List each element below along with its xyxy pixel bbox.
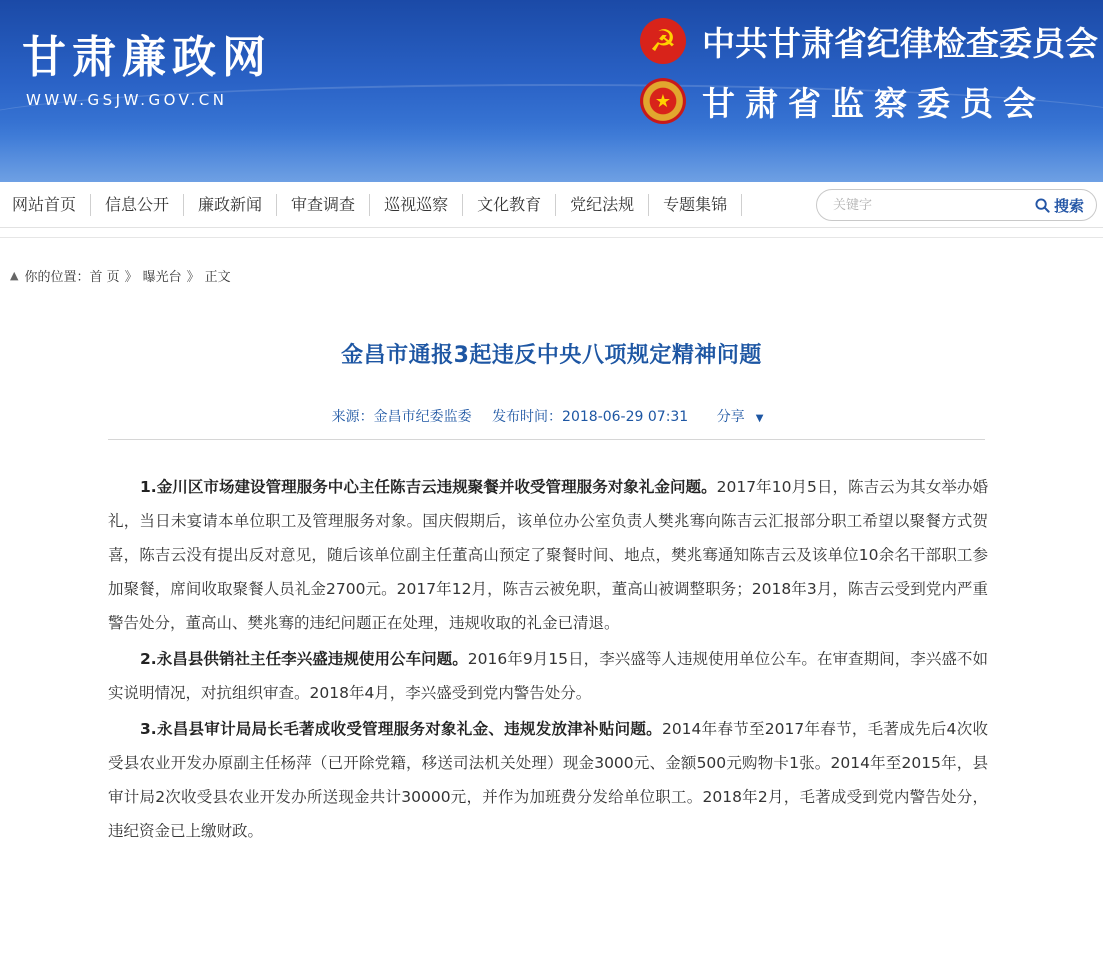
breadcrumb-separator: 》 <box>186 270 200 285</box>
breadcrumb-current: 正文 <box>204 270 231 285</box>
breadcrumb-home-link[interactable]: 首 页 <box>89 270 120 285</box>
breadcrumb <box>10 266 231 285</box>
main-nav <box>0 182 1103 228</box>
share-label: 分享 <box>716 409 745 425</box>
org-row-supervision-commission <box>640 76 1046 126</box>
title-divider <box>108 439 985 440</box>
hammer-sickle-icon: ☭ <box>640 18 686 64</box>
article-source: 来源：金昌市纪委监委 <box>331 409 472 425</box>
nav-item-inspection[interactable]: 巡视巡察 <box>370 194 463 216</box>
article-paragraph <box>108 712 988 848</box>
article-paragraph <box>108 470 988 640</box>
breadcrumb-prefix: 你的位置： <box>24 270 90 285</box>
article-title: 金昌市通报3起违反中央八项规定精神问题 <box>341 343 762 368</box>
nav-item-investigation[interactable]: 审查调查 <box>277 194 370 216</box>
nav-item-home[interactable]: 网站首页 <box>0 194 91 216</box>
org-row-discipline-commission <box>640 16 1098 66</box>
nav-item-info-disclosure[interactable]: 信息公开 <box>91 194 184 216</box>
breadcrumb-section-link[interactable]: 曝光台 <box>142 270 182 285</box>
org-name-supervision-commission: 甘肃省监察委员会 <box>702 83 1046 123</box>
nav-item-special-topics[interactable]: 专题集锦 <box>649 194 742 216</box>
home-icon: ▲ <box>10 269 19 282</box>
banner-skyline <box>0 122 1103 182</box>
paragraph-lead: 2.永昌县供销社主任李兴盛违规使用公车问题。 <box>140 650 468 668</box>
search-button-label: 搜索 <box>1053 196 1084 215</box>
nav-item-culture-education[interactable]: 文化教育 <box>463 194 556 216</box>
paragraph-body: 2014年春节至2017年春节，毛著成先后4次收受县农业开发办原副主任杨萍（已开除党籍，移送司法机关处理）现金3000元、金额500元购物卡1张。2014年至2015年，县审计局2次收受县农业开发办所送现金共计30000元，并作为加班费分发给单位职工。2018年2月，毛著成受到党内警告处分，违纪资金已上缴财政。 <box>108 720 988 840</box>
article-publish-time: 发布时间：2018-06-29 07:31 <box>492 409 689 425</box>
article-body <box>108 470 988 850</box>
article-paragraph <box>108 642 988 710</box>
national-emblem-icon: ★ <box>640 78 686 124</box>
site-url: WWW.GSJW.GOV.CN <box>26 91 228 109</box>
paragraph-lead: 1.金川区市场建设管理服务中心主任陈吉云违规聚餐并收受管理服务对象礼金问题。 <box>140 478 717 496</box>
paragraph-lead: 3.永昌县审计局局长毛著成收受管理服务对象礼金、违规发放津补贴问题。 <box>140 720 662 738</box>
share-button[interactable] <box>709 409 772 425</box>
article-frame <box>0 237 1103 961</box>
article-meta <box>0 406 1103 426</box>
site-logo-title[interactable]: 甘肃廉政网 <box>22 32 272 83</box>
search-button[interactable] <box>1035 195 1084 216</box>
paragraph-body: 2016年9月15日，李兴盛等人违规使用单位公车。在审查期间，李兴盛不如实说明情况，对抗组织审查。2018年4月，李兴盛受到党内警告处分。 <box>108 650 988 702</box>
nav-item-news[interactable]: 廉政新闻 <box>184 194 277 216</box>
search-input[interactable] <box>833 191 1035 219</box>
search-box <box>816 189 1097 221</box>
search-icon <box>1035 198 1050 213</box>
breadcrumb-separator: 》 <box>124 270 138 285</box>
paragraph-body: 2017年10月5日，陈吉云为其女举办婚礼，当日未宴请本单位职工及管理服务对象。国庆假期后，该单位办公室负责人樊兆骞向陈吉云汇报部分职工希望以聚餐方式贺喜，陈吉云没有提出反对意见，随后该单位副主任董高山预定了聚餐时间、地点，樊兆骞通知陈吉云及该单位10余名干部职工参加聚餐，席间收取聚餐人员礼金2700元。2017年12月，陈吉云被免职，董高山被调整职务；2018年3月，陈吉云受到党内严重警告处分，董高山、樊兆骞的违纪问题正在处理，违规收取的礼金已清退。 <box>108 478 988 632</box>
nav-item-regulations[interactable]: 党纪法规 <box>556 194 649 216</box>
chevron-down-icon: ▼ <box>755 413 764 424</box>
org-name-discipline-commission: 中共甘肃省纪律检查委员会 <box>702 23 1098 63</box>
site-header-banner <box>0 0 1103 182</box>
